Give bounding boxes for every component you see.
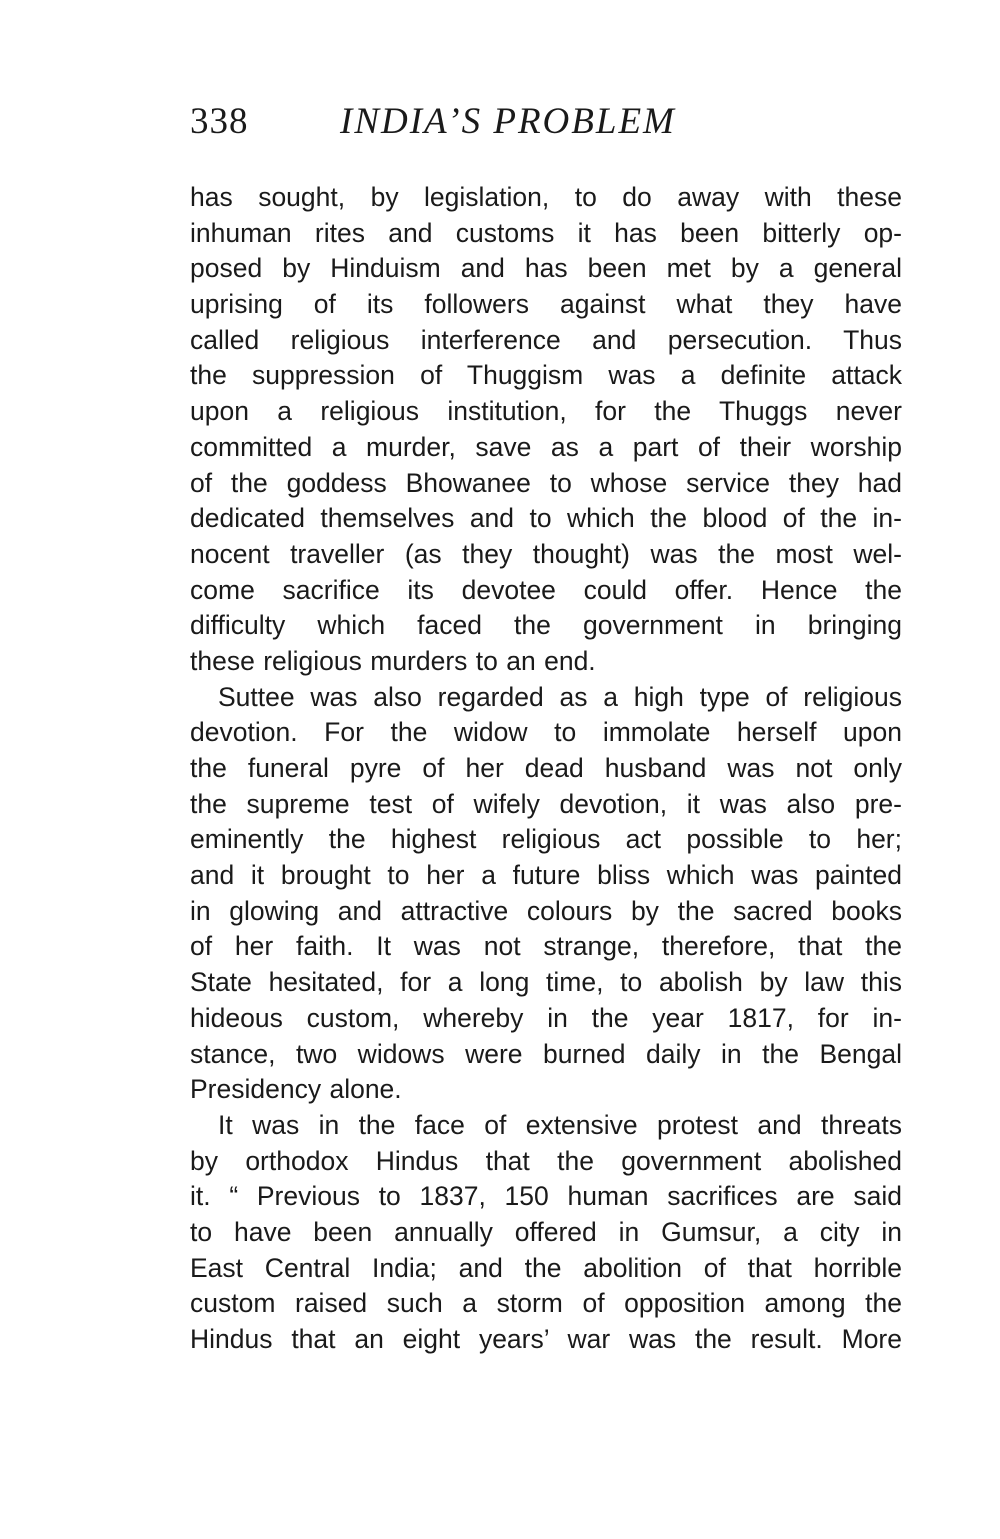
text-line: devotion. For the widow to immolate herself upon: [190, 717, 902, 748]
text-line: stance, two widows were burned daily in the Bengal: [190, 1038, 902, 1069]
running-head: [190, 96, 902, 156]
text-line: East Central India; and the abolition of that horrible: [190, 1252, 902, 1283]
text-line: the suppression of Thuggism was a definite attack: [190, 360, 902, 391]
text-line: and it brought to her a future bliss which was painted: [190, 860, 902, 891]
text-line: these religious murders to an end.: [190, 645, 596, 676]
text-line: uprising of its followers against what they have: [190, 289, 902, 320]
text-line: to have been annually offered in Gumsur, a city in: [190, 1216, 902, 1247]
text-line: has sought, by legislation, to do away with these: [190, 182, 902, 212]
text-line: in glowing and attractive colours by the sacred books: [190, 895, 902, 926]
text-line: nocent traveller (as they thought) was the most wel-: [190, 538, 902, 569]
text-line: Hindus that an eight years’ war was the result. More: [190, 1324, 902, 1354]
body-text: [190, 180, 902, 1358]
text-line: eminently the highest religious act possible to her;: [190, 824, 902, 855]
text-line: committed a murder, save as a part of their worship: [190, 431, 902, 462]
text-line: of the goddess Bhowanee to whose service they had: [190, 467, 902, 498]
text-line: It was in the face of extensive protest and threats: [218, 1109, 902, 1140]
text-line: State hesitated, for a long time, to abolish by law this: [190, 967, 902, 998]
text-line: by orthodox Hindus that the government abolished: [190, 1145, 902, 1176]
text-line: the supreme test of wifely devotion, it was also pre-: [190, 788, 902, 819]
text-line: it. “ Previous to 1837, 150 human sacrifices are said: [190, 1181, 902, 1212]
text-line: hideous custom, whereby in the year 1817, for in-: [190, 1002, 902, 1033]
text-line: difficulty which faced the government in bringing: [190, 610, 902, 641]
text-line: custom raised such a storm of opposition among the: [190, 1288, 902, 1319]
text-line: dedicated themselves and to which the blood of the in-: [190, 503, 902, 534]
text-line: upon a religious institution, for the Thuggs never: [190, 396, 902, 427]
text-line: come sacrifice its devotee could offer. Hence the: [190, 574, 902, 605]
text-line: inhuman rites and customs it has been bitterly op-: [190, 217, 902, 248]
text-line: called religious interference and persecution. Thus: [190, 324, 902, 355]
page-number: 338: [190, 101, 249, 142]
text-line: Suttee was also regarded as a high type of religious: [218, 681, 902, 712]
text-line: Presidency alone.: [190, 1074, 402, 1105]
text-line: posed by Hinduism and has been met by a general: [190, 253, 902, 284]
text-line: the funeral pyre of her dead husband was not only: [190, 753, 902, 783]
text-line: of her faith. It was not strange, therefore, that the: [190, 931, 902, 962]
running-title: INDIA’S PROBLEM: [340, 101, 676, 142]
